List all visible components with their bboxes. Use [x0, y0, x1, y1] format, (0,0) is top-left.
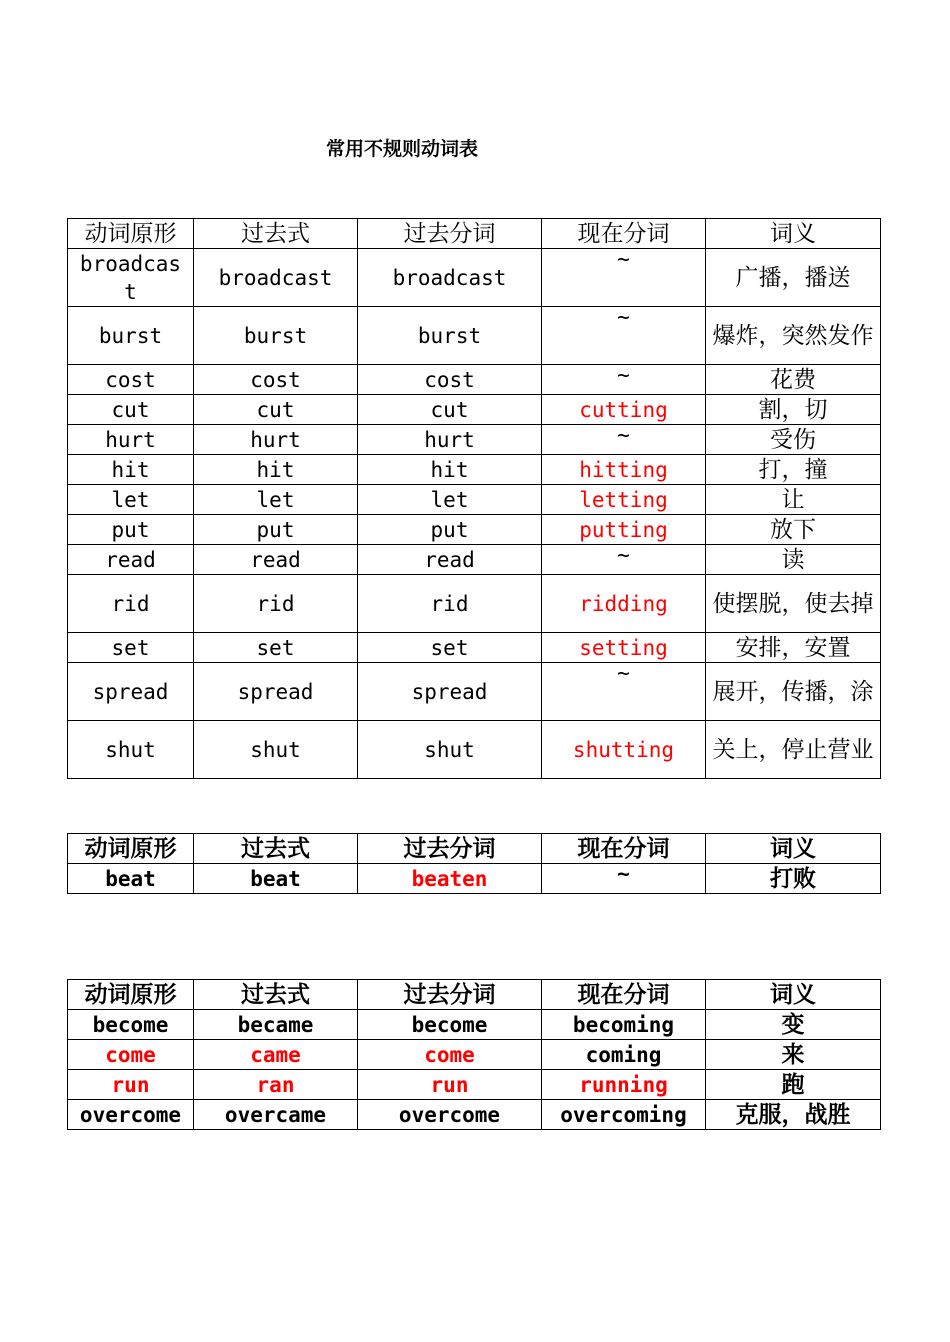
irregular-verbs-table-2: [67, 833, 881, 894]
past-tense-cell: set: [194, 633, 358, 663]
present-participle-cell: becoming: [542, 1010, 706, 1040]
base-form-cell: come: [68, 1040, 194, 1070]
present-participle-cell: ~: [542, 365, 706, 395]
table-row: [68, 395, 881, 425]
past-tense-cell: overcame: [194, 1100, 358, 1130]
table-row: [68, 485, 881, 515]
base-form-cell: hurt: [68, 425, 194, 455]
header-meaning: 词义: [706, 980, 881, 1010]
table-header-row: [68, 834, 881, 864]
irregular-verbs-table-3: [67, 979, 881, 1130]
base-form-cell: put: [68, 515, 194, 545]
header-past-tense: 过去式: [194, 980, 358, 1010]
table-header-row: [68, 219, 881, 249]
past-participle-cell: beaten: [358, 864, 542, 894]
base-form-cell: cost: [68, 365, 194, 395]
meaning-cell: 克服，战胜: [706, 1100, 881, 1130]
table-row: [68, 575, 881, 633]
past-participle-cell: put: [358, 515, 542, 545]
past-participle-cell: run: [358, 1070, 542, 1100]
past-participle-cell: broadcast: [358, 249, 542, 307]
past-participle-cell: cost: [358, 365, 542, 395]
base-form-cell: broadcast: [68, 249, 194, 307]
past-participle-cell: hit: [358, 455, 542, 485]
table-row: [68, 307, 881, 365]
header-present-participle: 现在分词: [542, 219, 706, 249]
table-row: [68, 249, 881, 307]
present-participle-cell: ~: [542, 249, 706, 307]
table-row: [68, 1100, 881, 1130]
present-participle-cell: setting: [542, 633, 706, 663]
base-form-cell: read: [68, 545, 194, 575]
header-meaning: 词义: [706, 834, 881, 864]
meaning-cell: 读: [706, 545, 881, 575]
meaning-cell: 打，撞: [706, 455, 881, 485]
base-form-cell: overcome: [68, 1100, 194, 1130]
past-tense-cell: shut: [194, 721, 358, 779]
table-row: [68, 515, 881, 545]
header-present-participle: 现在分词: [542, 980, 706, 1010]
table-row: [68, 365, 881, 395]
header-past-participle: 过去分词: [358, 219, 542, 249]
present-participle-cell: putting: [542, 515, 706, 545]
past-tense-cell: beat: [194, 864, 358, 894]
header-past-participle: 过去分词: [358, 834, 542, 864]
table-header-row: [68, 980, 881, 1010]
past-participle-cell: spread: [358, 663, 542, 721]
present-participle-cell: hitting: [542, 455, 706, 485]
table-row: [68, 1010, 881, 1040]
irregular-verbs-table-1: [67, 218, 881, 779]
past-participle-cell: overcome: [358, 1100, 542, 1130]
header-past-tense: 过去式: [194, 834, 358, 864]
base-form-cell: set: [68, 633, 194, 663]
header-base-form: 动词原形: [68, 834, 194, 864]
meaning-cell: 爆炸，突然发作: [706, 307, 881, 365]
meaning-cell: 关上，停止营业: [706, 721, 881, 779]
meaning-cell: 花费: [706, 365, 881, 395]
base-form-cell: rid: [68, 575, 194, 633]
present-participle-cell: ~: [542, 663, 706, 721]
past-tense-cell: read: [194, 545, 358, 575]
table-row: [68, 721, 881, 779]
base-form-cell: shut: [68, 721, 194, 779]
past-participle-cell: come: [358, 1040, 542, 1070]
table-row: [68, 633, 881, 663]
base-form-cell: let: [68, 485, 194, 515]
base-form-cell: run: [68, 1070, 194, 1100]
table-row: [68, 425, 881, 455]
table-row: [68, 663, 881, 721]
base-form-cell: beat: [68, 864, 194, 894]
past-tense-cell: cut: [194, 395, 358, 425]
past-participle-cell: set: [358, 633, 542, 663]
base-form-cell: become: [68, 1010, 194, 1040]
meaning-cell: 打败: [706, 864, 881, 894]
header-base-form: 动词原形: [68, 980, 194, 1010]
meaning-cell: 变: [706, 1010, 881, 1040]
past-participle-cell: read: [358, 545, 542, 575]
table-row: [68, 864, 881, 894]
past-participle-cell: cut: [358, 395, 542, 425]
present-participle-cell: letting: [542, 485, 706, 515]
present-participle-cell: ~: [542, 425, 706, 455]
past-participle-cell: let: [358, 485, 542, 515]
present-participle-cell: shutting: [542, 721, 706, 779]
header-past-tense: 过去式: [194, 219, 358, 249]
past-tense-cell: ran: [194, 1070, 358, 1100]
base-form-cell: hit: [68, 455, 194, 485]
past-participle-cell: hurt: [358, 425, 542, 455]
meaning-cell: 让: [706, 485, 881, 515]
past-participle-cell: rid: [358, 575, 542, 633]
meaning-cell: 放下: [706, 515, 881, 545]
past-participle-cell: become: [358, 1010, 542, 1040]
past-tense-cell: hurt: [194, 425, 358, 455]
meaning-cell: 展开，传播，涂: [706, 663, 881, 721]
header-meaning: 词义: [706, 219, 881, 249]
page-title: 常用不规则动词表: [326, 138, 479, 160]
present-participle-cell: ~: [542, 307, 706, 365]
header-base-form: 动词原形: [68, 219, 194, 249]
present-participle-cell: coming: [542, 1040, 706, 1070]
meaning-cell: 安排，安置: [706, 633, 881, 663]
base-form-cell: burst: [68, 307, 194, 365]
table-row: [68, 1040, 881, 1070]
past-participle-cell: burst: [358, 307, 542, 365]
meaning-cell: 广播，播送: [706, 249, 881, 307]
present-participle-cell: ~: [542, 864, 706, 894]
table-row: [68, 1070, 881, 1100]
header-past-participle: 过去分词: [358, 980, 542, 1010]
present-participle-cell: running: [542, 1070, 706, 1100]
past-tense-cell: came: [194, 1040, 358, 1070]
meaning-cell: 割，切: [706, 395, 881, 425]
past-tense-cell: put: [194, 515, 358, 545]
present-participle-cell: cutting: [542, 395, 706, 425]
past-tense-cell: broadcast: [194, 249, 358, 307]
past-tense-cell: became: [194, 1010, 358, 1040]
header-present-participle: 现在分词: [542, 834, 706, 864]
present-participle-cell: ridding: [542, 575, 706, 633]
present-participle-cell: ~: [542, 545, 706, 575]
meaning-cell: 跑: [706, 1070, 881, 1100]
past-tense-cell: spread: [194, 663, 358, 721]
base-form-cell: spread: [68, 663, 194, 721]
past-tense-cell: hit: [194, 455, 358, 485]
past-tense-cell: burst: [194, 307, 358, 365]
present-participle-cell: overcoming: [542, 1100, 706, 1130]
base-form-cell: cut: [68, 395, 194, 425]
meaning-cell: 来: [706, 1040, 881, 1070]
meaning-cell: 受伤: [706, 425, 881, 455]
table-row: [68, 455, 881, 485]
past-tense-cell: let: [194, 485, 358, 515]
meaning-cell: 使摆脱，使去掉: [706, 575, 881, 633]
table-row: [68, 545, 881, 575]
past-participle-cell: shut: [358, 721, 542, 779]
past-tense-cell: rid: [194, 575, 358, 633]
past-tense-cell: cost: [194, 365, 358, 395]
